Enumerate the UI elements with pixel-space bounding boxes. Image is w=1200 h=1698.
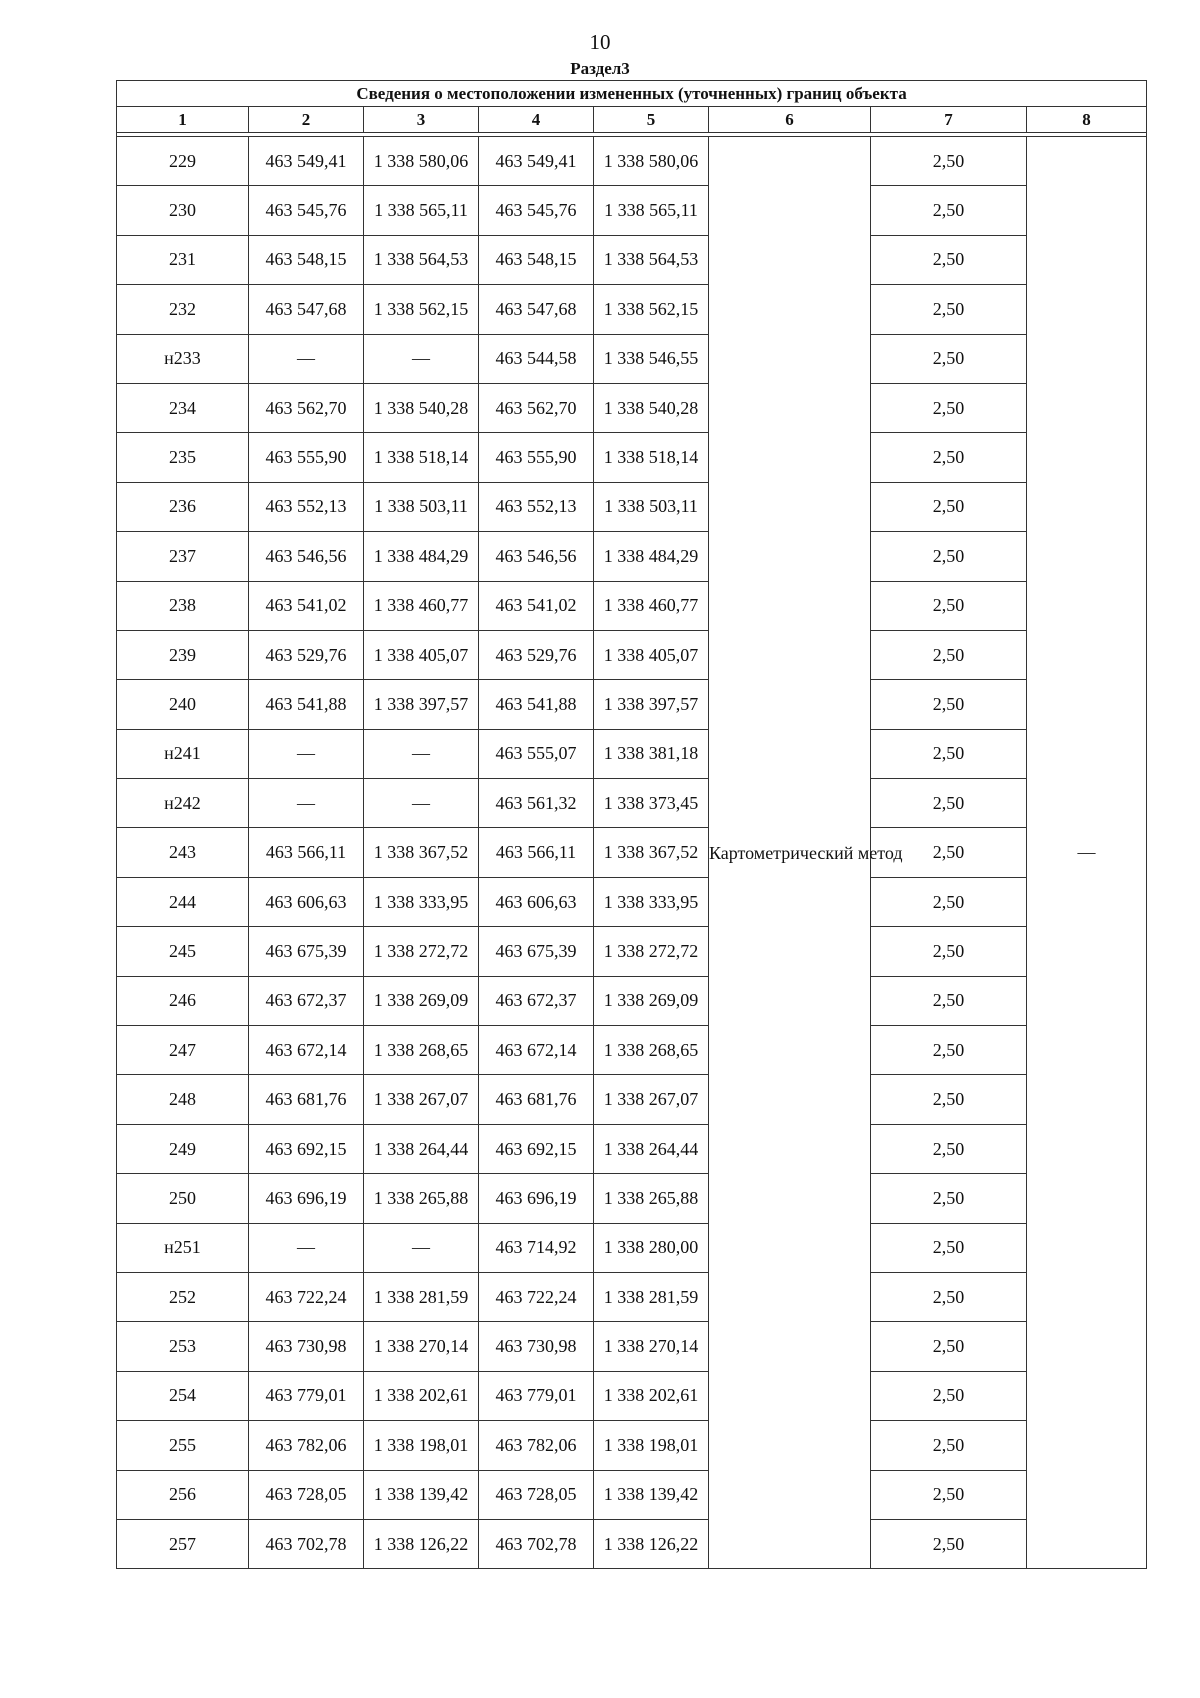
cell-y-old: —	[364, 729, 479, 778]
cell-accuracy: 2,50	[871, 1371, 1027, 1420]
cell-x-new: 463 681,76	[479, 1075, 594, 1124]
cell-x-new: 463 555,07	[479, 729, 594, 778]
cell-x-new: 463 547,68	[479, 285, 594, 334]
cell-accuracy: 2,50	[871, 828, 1027, 877]
cell-y-old: 1 338 268,65	[364, 1026, 479, 1075]
cell-y-old: 1 338 270,14	[364, 1322, 479, 1371]
cell-x-new: 463 696,19	[479, 1174, 594, 1223]
cell-y-new: 1 338 484,29	[594, 532, 709, 581]
cell-x-new: 463 541,02	[479, 581, 594, 630]
cell-x-old: 463 545,76	[249, 186, 364, 235]
cell-accuracy: 2,50	[871, 779, 1027, 828]
cell-x-new: 463 702,78	[479, 1519, 594, 1568]
table-row	[117, 1371, 1147, 1420]
cell-x-old: 463 562,70	[249, 383, 364, 432]
cell-x-old: 463 541,88	[249, 680, 364, 729]
table-row	[117, 1026, 1147, 1075]
cell-x-new: 463 549,41	[479, 137, 594, 186]
section-title: Раздел3	[570, 59, 630, 78]
cell-y-new: 1 338 198,01	[594, 1421, 709, 1470]
cell-accuracy: 2,50	[871, 235, 1027, 284]
cell-x-old: —	[249, 779, 364, 828]
cell-point: 229	[117, 137, 249, 186]
table-row	[117, 828, 1147, 877]
cell-x-old: 463 606,63	[249, 877, 364, 926]
cell-x-old: 463 692,15	[249, 1124, 364, 1173]
cell-point: 240	[117, 680, 249, 729]
cell-x-old: 463 546,56	[249, 532, 364, 581]
table-row	[117, 1124, 1147, 1173]
cell-accuracy: 2,50	[871, 482, 1027, 531]
cell-x-new: 463 672,14	[479, 1026, 594, 1075]
cell-y-new: 1 338 280,00	[594, 1223, 709, 1272]
table-row	[117, 383, 1147, 432]
column-number: 1	[117, 107, 249, 133]
cell-x-new: 463 672,37	[479, 976, 594, 1025]
cell-y-old: —	[364, 779, 479, 828]
cell-point: н241	[117, 729, 249, 778]
cell-y-new: 1 338 270,14	[594, 1322, 709, 1371]
cell-accuracy: 2,50	[871, 433, 1027, 482]
cell-y-old: 1 338 564,53	[364, 235, 479, 284]
table-row	[117, 1322, 1147, 1371]
cell-x-old: 463 728,05	[249, 1470, 364, 1519]
cell-y-new: 1 338 367,52	[594, 828, 709, 877]
cell-x-new: 463 730,98	[479, 1322, 594, 1371]
cell-x-new: 463 561,32	[479, 779, 594, 828]
cell-y-new: 1 338 272,72	[594, 927, 709, 976]
cell-accuracy: 2,50	[871, 630, 1027, 679]
cell-y-new: 1 338 264,44	[594, 1124, 709, 1173]
cell-accuracy: 2,50	[871, 383, 1027, 432]
cell-y-old: 1 338 405,07	[364, 630, 479, 679]
cell-x-old: 463 702,78	[249, 1519, 364, 1568]
cell-x-new: 463 562,70	[479, 383, 594, 432]
cell-accuracy: 2,50	[871, 976, 1027, 1025]
coordinates-table	[116, 80, 1147, 1569]
column-number: 2	[249, 107, 364, 133]
cell-y-old: 1 338 540,28	[364, 383, 479, 432]
cell-point: 247	[117, 1026, 249, 1075]
cell-x-old: 463 672,37	[249, 976, 364, 1025]
cell-point: 230	[117, 186, 249, 235]
table-row	[117, 532, 1147, 581]
cell-accuracy: 2,50	[871, 532, 1027, 581]
table-row	[117, 581, 1147, 630]
cell-y-new: 1 338 333,95	[594, 877, 709, 926]
cell-point: 255	[117, 1421, 249, 1470]
cell-point: н233	[117, 334, 249, 383]
cell-accuracy: 2,50	[871, 1124, 1027, 1173]
cell-x-new: 463 692,15	[479, 1124, 594, 1173]
cell-accuracy: 2,50	[871, 1272, 1027, 1321]
cell-x-old: 463 730,98	[249, 1322, 364, 1371]
cell-x-old: —	[249, 334, 364, 383]
cell-y-new: 1 338 265,88	[594, 1174, 709, 1223]
cell-point: 250	[117, 1174, 249, 1223]
cell-x-old: 463 672,14	[249, 1026, 364, 1075]
cell-accuracy: 2,50	[871, 1519, 1027, 1568]
cell-column8: —	[1027, 137, 1147, 1569]
cell-y-old: 1 338 198,01	[364, 1421, 479, 1470]
cell-x-new: 463 728,05	[479, 1470, 594, 1519]
cell-y-new: 1 338 540,28	[594, 383, 709, 432]
table-row	[117, 630, 1147, 679]
cell-x-old: 463 566,11	[249, 828, 364, 877]
table-row	[117, 877, 1147, 926]
cell-y-new: 1 338 269,09	[594, 976, 709, 1025]
table-row	[117, 137, 1147, 186]
cell-x-old: —	[249, 729, 364, 778]
cell-y-old: —	[364, 334, 479, 383]
cell-point: 252	[117, 1272, 249, 1321]
cell-y-old: 1 338 503,11	[364, 482, 479, 531]
cell-accuracy: 2,50	[871, 334, 1027, 383]
cell-y-new: 1 338 518,14	[594, 433, 709, 482]
cell-y-new: 1 338 580,06	[594, 137, 709, 186]
cell-accuracy: 2,50	[871, 1174, 1027, 1223]
cell-method: Картометрический метод	[709, 137, 871, 1569]
column-number: 4	[479, 107, 594, 133]
cell-accuracy: 2,50	[871, 1223, 1027, 1272]
cell-accuracy: 2,50	[871, 680, 1027, 729]
cell-point: 246	[117, 976, 249, 1025]
cell-y-old: 1 338 367,52	[364, 828, 479, 877]
cell-accuracy: 2,50	[871, 1470, 1027, 1519]
cell-x-old: 463 675,39	[249, 927, 364, 976]
cell-y-old: 1 338 139,42	[364, 1470, 479, 1519]
table-row	[117, 1272, 1147, 1321]
cell-accuracy: 2,50	[871, 285, 1027, 334]
cell-x-old: 463 529,76	[249, 630, 364, 679]
table-row	[117, 1174, 1147, 1223]
cell-y-old: 1 338 126,22	[364, 1519, 479, 1568]
cell-x-new: 463 779,01	[479, 1371, 594, 1420]
cell-y-old: 1 338 397,57	[364, 680, 479, 729]
cell-y-old: 1 338 272,72	[364, 927, 479, 976]
cell-y-new: 1 338 460,77	[594, 581, 709, 630]
cell-y-old: 1 338 281,59	[364, 1272, 479, 1321]
cell-point: 232	[117, 285, 249, 334]
cell-accuracy: 2,50	[871, 186, 1027, 235]
column-number: 5	[594, 107, 709, 133]
cell-x-old: 463 549,41	[249, 137, 364, 186]
column-number-row	[117, 107, 1147, 133]
cell-y-new: 1 338 281,59	[594, 1272, 709, 1321]
cell-point: 244	[117, 877, 249, 926]
cell-point: 248	[117, 1075, 249, 1124]
cell-x-new: 463 714,92	[479, 1223, 594, 1272]
cell-point: 245	[117, 927, 249, 976]
cell-y-old: 1 338 333,95	[364, 877, 479, 926]
cell-x-new: 463 546,56	[479, 532, 594, 581]
cell-y-old: 1 338 202,61	[364, 1371, 479, 1420]
cell-x-new: 463 675,39	[479, 927, 594, 976]
cell-y-old: 1 338 269,09	[364, 976, 479, 1025]
cell-point: 256	[117, 1470, 249, 1519]
cell-y-new: 1 338 267,07	[594, 1075, 709, 1124]
table-row	[117, 186, 1147, 235]
cell-x-old: 463 722,24	[249, 1272, 364, 1321]
cell-accuracy: 2,50	[871, 729, 1027, 778]
cell-y-new: 1 338 381,18	[594, 729, 709, 778]
cell-y-new: 1 338 405,07	[594, 630, 709, 679]
table-row	[117, 729, 1147, 778]
table-row	[117, 433, 1147, 482]
cell-x-new: 463 606,63	[479, 877, 594, 926]
cell-x-new: 463 545,76	[479, 186, 594, 235]
cell-x-old: 463 541,02	[249, 581, 364, 630]
cell-y-new: 1 338 564,53	[594, 235, 709, 284]
cell-y-old: 1 338 264,44	[364, 1124, 479, 1173]
cell-y-new: 1 338 562,15	[594, 285, 709, 334]
column-number: 6	[709, 107, 871, 133]
cell-y-new: 1 338 503,11	[594, 482, 709, 531]
cell-point: 249	[117, 1124, 249, 1173]
cell-point: 253	[117, 1322, 249, 1371]
cell-y-new: 1 338 546,55	[594, 334, 709, 383]
cell-x-new: 463 552,13	[479, 482, 594, 531]
cell-x-new: 463 782,06	[479, 1421, 594, 1470]
cell-y-new: 1 338 126,22	[594, 1519, 709, 1568]
cell-x-old: 463 696,19	[249, 1174, 364, 1223]
cell-x-new: 463 541,88	[479, 680, 594, 729]
table-row	[117, 1421, 1147, 1470]
column-number: 8	[1027, 107, 1147, 133]
cell-x-old: 463 547,68	[249, 285, 364, 334]
cell-y-old: 1 338 580,06	[364, 137, 479, 186]
cell-point: 238	[117, 581, 249, 630]
cell-point: 243	[117, 828, 249, 877]
cell-y-new: 1 338 139,42	[594, 1470, 709, 1519]
table-row	[117, 1519, 1147, 1568]
cell-y-new: 1 338 268,65	[594, 1026, 709, 1075]
cell-x-new: 463 555,90	[479, 433, 594, 482]
cell-x-new: 463 544,58	[479, 334, 594, 383]
cell-x-old: 463 555,90	[249, 433, 364, 482]
cell-x-old: 463 552,13	[249, 482, 364, 531]
cell-accuracy: 2,50	[871, 1421, 1027, 1470]
cell-accuracy: 2,50	[871, 581, 1027, 630]
cell-point: 257	[117, 1519, 249, 1568]
cell-x-new: 463 566,11	[479, 828, 594, 877]
cell-accuracy: 2,50	[871, 927, 1027, 976]
cell-y-new: 1 338 565,11	[594, 186, 709, 235]
cell-point: н251	[117, 1223, 249, 1272]
cell-point: 254	[117, 1371, 249, 1420]
cell-x-old: 463 548,15	[249, 235, 364, 284]
column-number: 7	[871, 107, 1027, 133]
cell-x-old: 463 681,76	[249, 1075, 364, 1124]
cell-y-new: 1 338 373,45	[594, 779, 709, 828]
table-caption: Сведения о местоположении измененных (уточненных) границ объекта	[117, 81, 1147, 107]
cell-x-new: 463 722,24	[479, 1272, 594, 1321]
table-row	[117, 680, 1147, 729]
table-row	[117, 285, 1147, 334]
cell-accuracy: 2,50	[871, 877, 1027, 926]
cell-y-old: 1 338 518,14	[364, 433, 479, 482]
cell-x-old: 463 782,06	[249, 1421, 364, 1470]
page-number: 10	[589, 30, 611, 54]
cell-x-old: 463 779,01	[249, 1371, 364, 1420]
table-row	[117, 235, 1147, 284]
cell-accuracy: 2,50	[871, 1075, 1027, 1124]
cell-point: 231	[117, 235, 249, 284]
cell-point: 234	[117, 383, 249, 432]
cell-point: 236	[117, 482, 249, 531]
table-row	[117, 976, 1147, 1025]
cell-point: 237	[117, 532, 249, 581]
table-row	[117, 1223, 1147, 1272]
cell-x-new: 463 548,15	[479, 235, 594, 284]
cell-accuracy: 2,50	[871, 1322, 1027, 1371]
table-row	[117, 779, 1147, 828]
table-row	[117, 482, 1147, 531]
table-row	[117, 1470, 1147, 1519]
cell-point: н242	[117, 779, 249, 828]
cell-y-new: 1 338 397,57	[594, 680, 709, 729]
column-number: 3	[364, 107, 479, 133]
table-row	[117, 927, 1147, 976]
cell-y-old: 1 338 267,07	[364, 1075, 479, 1124]
cell-point: 239	[117, 630, 249, 679]
cell-y-new: 1 338 202,61	[594, 1371, 709, 1420]
cell-accuracy: 2,50	[871, 1026, 1027, 1075]
cell-y-old: 1 338 562,15	[364, 285, 479, 334]
cell-y-old: 1 338 460,77	[364, 581, 479, 630]
cell-accuracy: 2,50	[871, 137, 1027, 186]
cell-y-old: 1 338 484,29	[364, 532, 479, 581]
table-row	[117, 1075, 1147, 1124]
table-row	[117, 334, 1147, 383]
cell-y-old: 1 338 265,88	[364, 1174, 479, 1223]
cell-x-old: —	[249, 1223, 364, 1272]
cell-y-old: 1 338 565,11	[364, 186, 479, 235]
cell-y-old: —	[364, 1223, 479, 1272]
table-body	[117, 137, 1147, 1569]
cell-point: 235	[117, 433, 249, 482]
cell-x-new: 463 529,76	[479, 630, 594, 679]
